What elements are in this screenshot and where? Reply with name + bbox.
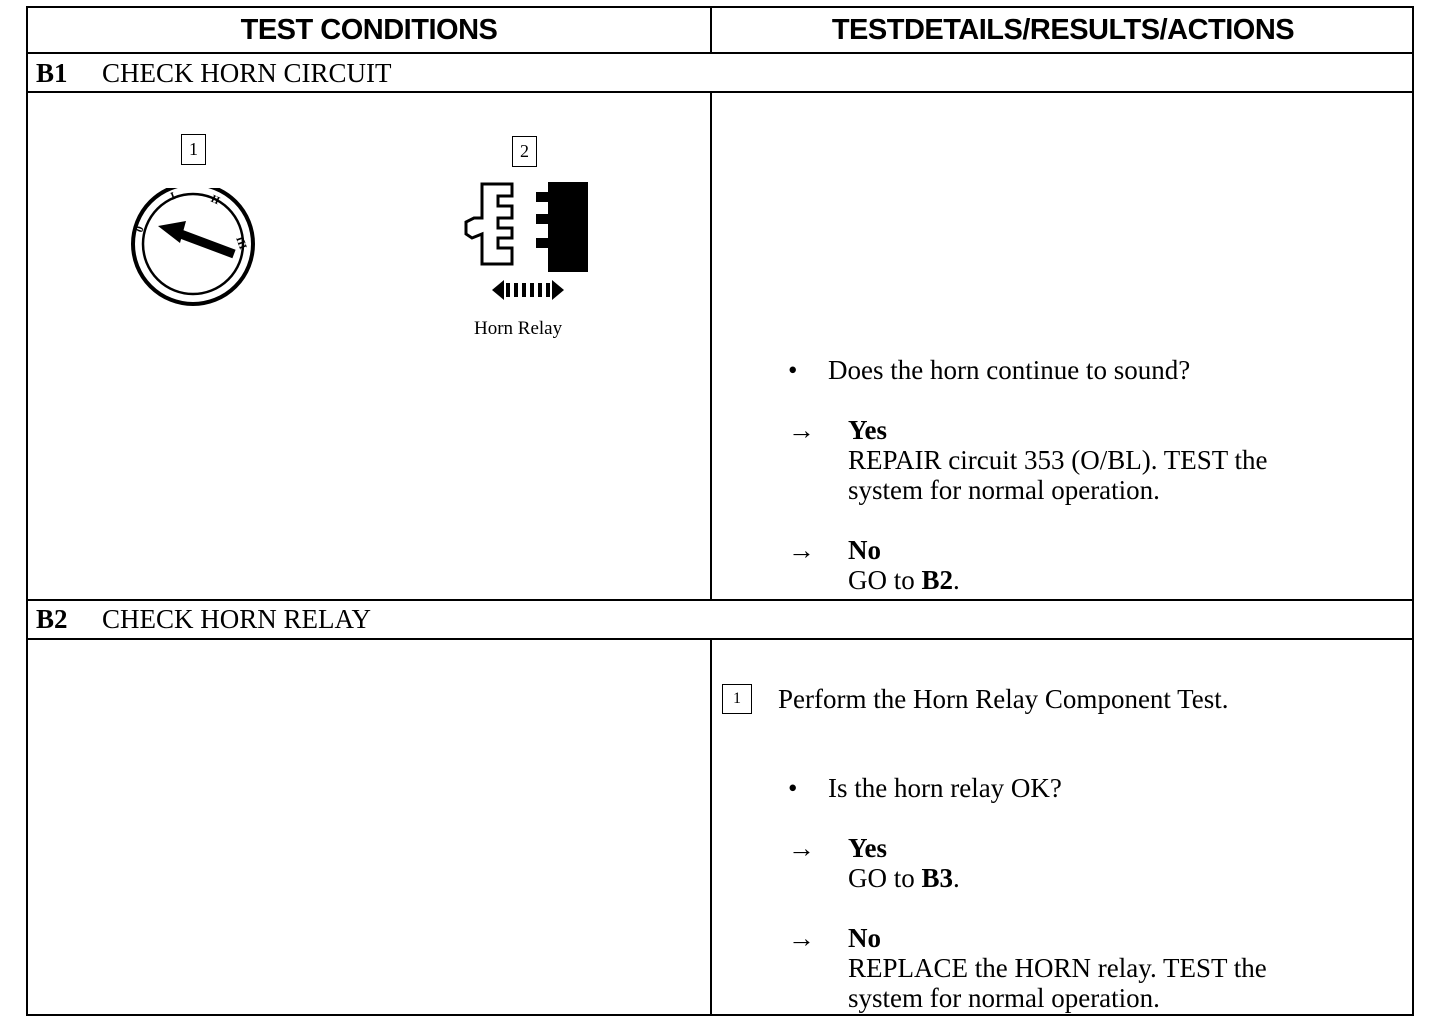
b1-no-label: No — [848, 535, 881, 565]
b2-question: Is the horn relay OK? — [828, 773, 1062, 803]
b1-no-arrow: → — [788, 535, 815, 565]
b1-code: B1 — [36, 57, 68, 88]
header-rule — [28, 52, 1412, 54]
b2-no-label: No — [848, 923, 881, 953]
b2-title-row — [36, 601, 371, 637]
disconnect-relay-icon — [460, 178, 592, 302]
svg-text:I: I — [168, 190, 178, 203]
b1-yes-arrow: → — [788, 415, 815, 445]
b1-no-reference: B2 — [921, 565, 954, 595]
header-test-conditions: TEST CONDITIONS — [240, 13, 498, 46]
b2-column-divider — [710, 640, 712, 1016]
b2-no-action-line-1: REPLACE the HORN relay. TEST the — [848, 953, 1267, 983]
header-divider — [710, 8, 712, 52]
b1-yes-action-line-2: system for normal operation. — [848, 475, 1160, 505]
header-test-details: TESTDETAILS/RESULTS/ACTIONS — [831, 13, 1295, 46]
b2-yes-arrow: → — [788, 833, 815, 863]
b1-figure-1-number: 1 — [181, 134, 206, 165]
b1-yes-action-line-1: REPAIR circuit 353 (O/BL). TEST the — [848, 445, 1268, 475]
b1-yes-label: Yes — [848, 415, 887, 445]
b1-question-bullet: • — [788, 355, 798, 385]
b2-code: B2 — [36, 603, 68, 634]
b2-title: CHECK HORN RELAY — [102, 603, 372, 634]
b2-yes-reference: B3 — [921, 863, 954, 893]
ignition-switch-off-icon — [128, 188, 258, 306]
b1-no-prefix: GO to — [848, 565, 922, 595]
b1-no-action — [848, 565, 960, 596]
b2-step-number: 1 — [722, 684, 752, 714]
b1-title-row — [36, 55, 392, 91]
b2-yes-label: Yes — [848, 833, 887, 863]
b2-yes-suffix: . — [953, 863, 960, 893]
b1-question: Does the horn continue to sound? — [828, 355, 1191, 385]
svg-text:III: III — [233, 234, 249, 252]
svg-text:0: 0 — [133, 224, 147, 235]
svg-text:II: II — [208, 192, 222, 208]
b1-title: CHECK HORN CIRCUIT — [102, 57, 392, 88]
b2-yes-action — [848, 863, 960, 894]
b1-figure-2-number: 2 — [512, 136, 537, 167]
b2-no-arrow: → — [788, 923, 815, 953]
diagnostic-table — [26, 6, 1414, 1016]
b2-step-text: Perform the Horn Relay Component Test. — [778, 684, 1229, 714]
b2-yes-prefix: GO to — [848, 863, 922, 893]
b1-column-divider — [710, 93, 712, 599]
b1-title-rule — [28, 91, 1412, 93]
b2-no-action-line-2: system for normal operation. — [848, 983, 1160, 1013]
b2-question-bullet: • — [788, 773, 798, 803]
b2-title-rule — [28, 638, 1412, 640]
b1-no-suffix: . — [953, 565, 960, 595]
b1-figure-2-caption: Horn Relay — [474, 318, 563, 339]
